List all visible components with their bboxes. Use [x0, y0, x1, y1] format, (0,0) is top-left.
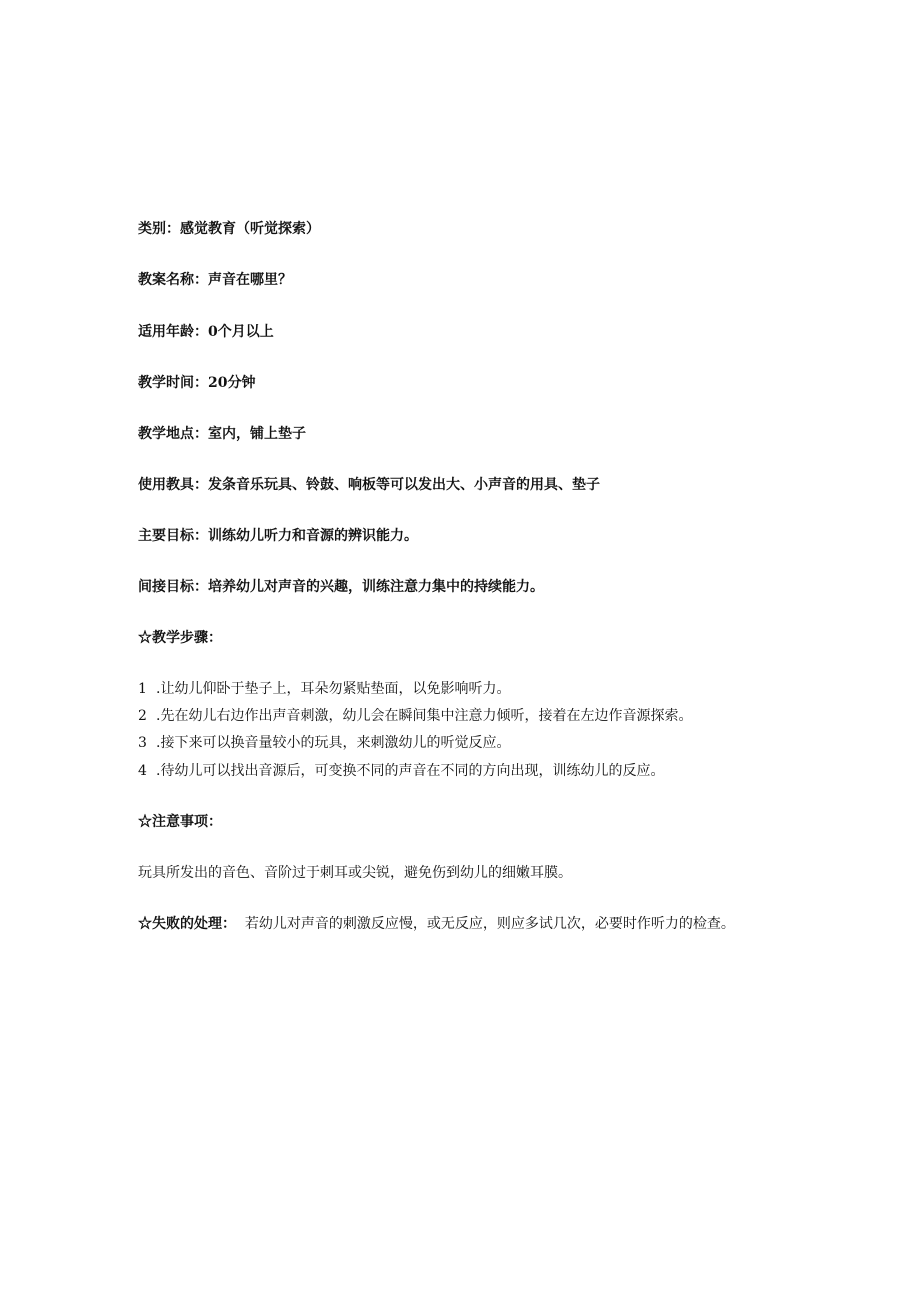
- field-label: 间接目标：: [138, 579, 208, 595]
- failure-text: 若幼儿对声音的刺激反应慢，或无反应，则应多试几次，必要时作听力的检查。: [244, 916, 735, 932]
- field-materials: [138, 475, 600, 495]
- field-label: 适用年龄：: [138, 324, 208, 340]
- step-number: 1: [138, 681, 147, 697]
- step-text: .让幼儿仰卧于垫子上，耳朵勿紧贴垫面，以免影响听力。: [156, 681, 511, 697]
- step-text: .接下来可以换音量较小的玩具，来刺激幼儿的听觉反应。: [156, 735, 511, 751]
- field-age: [138, 322, 274, 342]
- failure-section: [138, 914, 768, 934]
- field-value: 发条音乐玩具、铃鼓、响板等可以发出大、小声音的用具、垫子: [208, 477, 600, 493]
- failure-heading: ☆失败的处理：: [138, 916, 236, 932]
- step-number: 4: [138, 763, 147, 779]
- field-lesson-name: [138, 270, 292, 290]
- step-text: .先在幼儿右边作出声音刺激，幼儿会在瞬间集中注意力倾听，接着在左边作音源探索。: [156, 708, 693, 724]
- field-main-goal: [138, 526, 418, 546]
- field-value: 培养幼儿对声音的兴趣，训练注意力集中的持续能力。: [208, 579, 544, 595]
- step-item: [138, 761, 664, 781]
- field-duration: [138, 373, 255, 393]
- field-value: 20分钟: [208, 375, 256, 391]
- field-value: 声音在哪里？: [208, 272, 292, 288]
- field-label: 教学时间：: [138, 375, 208, 391]
- field-label: 教案名称：: [138, 272, 208, 288]
- field-label: 使用教具：: [138, 477, 208, 493]
- step-number: 2: [138, 708, 147, 724]
- notes-heading: ☆注意事项：: [138, 814, 222, 830]
- field-label: 教学地点：: [138, 426, 208, 442]
- notes-text: 玩具所发出的音色、音阶过于刺耳或尖锐，避免伤到幼儿的细嫩耳膜。: [138, 865, 572, 881]
- field-value: 0个月以上: [208, 324, 274, 340]
- step-text: .待幼儿可以找出音源后，可变换不同的声音在不同的方向出现，训练幼儿的反应。: [156, 763, 665, 779]
- step-number: 3: [138, 735, 147, 751]
- field-indirect-goal: [138, 577, 544, 597]
- step-item: [138, 733, 510, 753]
- field-label: 主要目标：: [138, 528, 208, 544]
- step-item: [138, 706, 692, 726]
- step-item: [138, 679, 510, 699]
- field-value: 室内，铺上垫子: [208, 426, 306, 442]
- field-category: [138, 219, 320, 239]
- field-location: [138, 424, 306, 444]
- steps-heading: ☆教学步骤：: [138, 630, 222, 646]
- field-label: 类别：: [138, 221, 180, 237]
- field-value: 感觉教育（听觉探索）: [180, 221, 320, 237]
- field-value: 训练幼儿听力和音源的辨识能力。: [208, 528, 418, 544]
